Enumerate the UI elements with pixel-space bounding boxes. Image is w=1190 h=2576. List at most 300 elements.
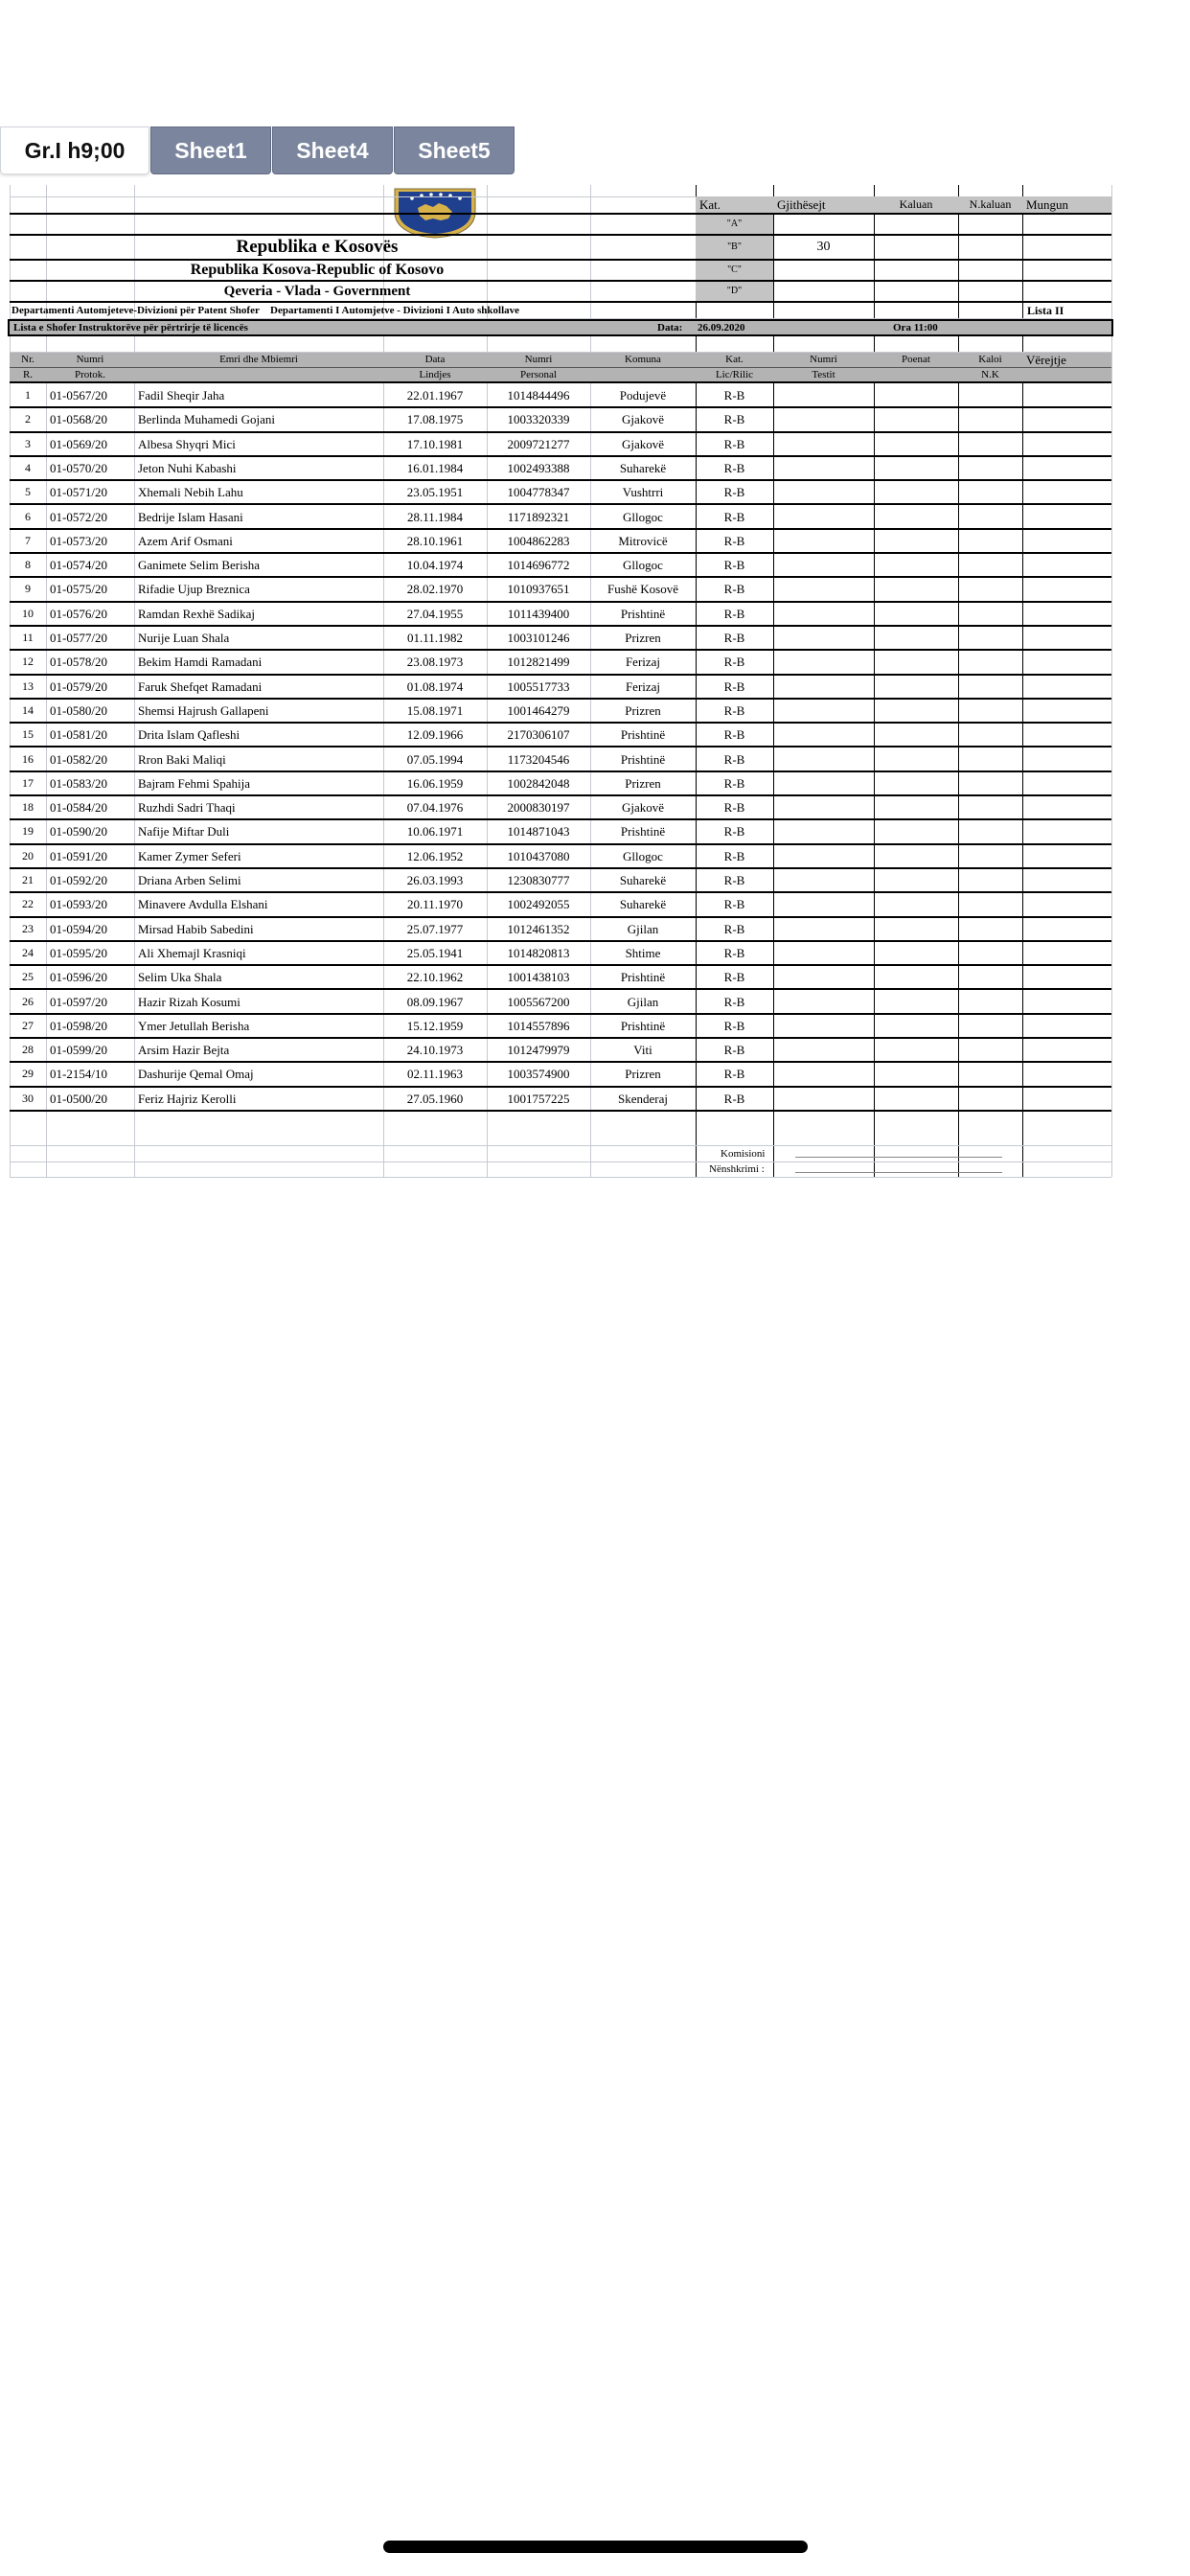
time-label: Ora 11:00 — [893, 322, 938, 334]
cell-dob[interactable]: 25.05.1941 — [406, 945, 464, 960]
cell-dob[interactable]: 17.10.1981 — [406, 436, 464, 451]
cell-dob[interactable]: 15.08.1971 — [406, 702, 464, 718]
summary-kat-d: "D" — [696, 282, 773, 301]
page-title: Republika e Kosovës — [236, 237, 399, 257]
cell-komuna[interactable]: Prizren — [625, 775, 661, 791]
cell-protok[interactable]: 01-0578/20 — [50, 655, 107, 670]
table-row — [10, 796, 1111, 820]
cell-nr[interactable]: 17 — [22, 775, 34, 790]
col-date: Data — [424, 354, 446, 365]
cell-kat[interactable]: R-B — [723, 751, 745, 767]
cell-name[interactable]: Azem Arif Osmani — [138, 533, 233, 548]
footer-row-komisioni — [10, 1146, 1111, 1162]
cell-personal[interactable]: 1001438103 — [507, 970, 570, 985]
table-row — [10, 408, 1111, 432]
cell-dob[interactable]: 28.11.1984 — [406, 509, 464, 524]
cell-kat[interactable]: R-B — [723, 727, 745, 743]
cell-nr[interactable]: 30 — [22, 1091, 34, 1105]
cell-kat[interactable]: R-B — [723, 945, 745, 960]
cell-nr[interactable]: 1 — [25, 388, 31, 402]
cell-dob[interactable]: 25.07.1977 — [406, 921, 464, 936]
departments-row — [10, 303, 1111, 319]
cell-dob[interactable]: 12.09.1966 — [406, 727, 464, 743]
cell-name[interactable]: Faruk Shefqet Ramadani — [138, 678, 263, 694]
table-row — [10, 530, 1111, 554]
cell-nr[interactable]: 21 — [22, 873, 34, 886]
cell-name[interactable]: Jeton Nuhi Kabashi — [138, 460, 237, 475]
table-row — [10, 603, 1111, 627]
cell-kat[interactable]: R-B — [723, 1091, 745, 1106]
col-protok: Numri — [76, 354, 104, 365]
cell-kat[interactable]: R-B — [723, 460, 745, 475]
cell-komuna[interactable]: Prishtinë — [620, 751, 666, 767]
table-row — [10, 433, 1111, 457]
cell-protok[interactable]: 01-0571/20 — [50, 485, 107, 500]
tab-sheet4[interactable]: Sheet4 — [272, 126, 393, 174]
table-row — [10, 627, 1111, 651]
cell-protok[interactable]: 01-0576/20 — [50, 606, 107, 621]
cell-komuna[interactable]: Prizren — [625, 702, 661, 718]
cell-komuna[interactable]: Ferizaj — [625, 655, 661, 670]
cell-kat[interactable]: R-B — [723, 702, 745, 718]
komisioni-label: Komisioni — [721, 1148, 766, 1160]
cell-nr[interactable]: 24 — [22, 945, 34, 959]
summary-total-c[interactable] — [773, 261, 874, 280]
cell-komuna[interactable]: Gjilan — [627, 921, 659, 936]
cell-nr[interactable]: 27 — [22, 1018, 34, 1032]
cell-protok[interactable]: 01-0598/20 — [50, 1018, 107, 1033]
cell-personal[interactable]: 2000830197 — [507, 800, 570, 816]
cell-protok[interactable]: 01-0569/20 — [50, 436, 107, 451]
cell-kat[interactable]: R-B — [723, 582, 745, 597]
cell-dob[interactable]: 16.06.1959 — [406, 775, 464, 791]
spreadsheet-grid[interactable] — [10, 185, 1111, 1177]
cell-protok[interactable]: 01-0593/20 — [50, 897, 107, 912]
cell-komuna[interactable]: Gjilan — [627, 994, 659, 1009]
cell-personal[interactable]: 1012479979 — [507, 1043, 570, 1058]
cell-dob[interactable]: 07.04.1976 — [406, 800, 464, 816]
cell-personal[interactable]: 2009721277 — [507, 436, 570, 451]
cell-nr[interactable]: 12 — [22, 655, 34, 669]
cell-name[interactable]: Rifadie Ujup Breznica — [138, 582, 250, 597]
cell-personal[interactable]: 1014557896 — [507, 1018, 570, 1033]
col-test: Numri — [810, 354, 837, 365]
lista-label: Lista II — [1027, 304, 1064, 317]
cell-kat[interactable]: R-B — [723, 1067, 745, 1082]
cell-kat[interactable]: R-B — [723, 509, 745, 524]
cell-dob[interactable]: 26.03.1993 — [406, 873, 464, 887]
cell-protok[interactable]: 01-0579/20 — [50, 678, 107, 694]
cell-dob[interactable]: 01.08.1974 — [406, 678, 464, 694]
cell-dob[interactable]: 01.11.1982 — [406, 631, 464, 645]
cell-protok[interactable]: 01-2154/10 — [50, 1067, 107, 1082]
cell-nr[interactable]: 9 — [25, 582, 31, 596]
cell-name[interactable]: Xhemali Nebih Lahu — [138, 485, 243, 500]
list-title: Lista e Shofer Instruktorëve për përtrirje të licencës — [13, 322, 248, 334]
cell-dob[interactable]: 08.09.1967 — [406, 994, 464, 1009]
cell-personal[interactable]: 1012461352 — [507, 921, 570, 936]
cell-nr[interactable]: 11 — [22, 631, 34, 644]
table-row — [10, 554, 1111, 578]
cell-protok[interactable]: 01-0595/20 — [50, 945, 107, 960]
cell-personal[interactable]: 1002842048 — [507, 775, 570, 791]
cell-personal[interactable]: 1002492055 — [507, 897, 570, 912]
cell-protok[interactable]: 01-0570/20 — [50, 460, 107, 475]
cell-dob[interactable]: 20.11.1970 — [406, 897, 464, 912]
nenshkrimi-label: Nënshkrimi : — [709, 1163, 765, 1175]
tab-sheet1[interactable]: Sheet1 — [150, 126, 271, 174]
cell-protok[interactable]: 01-0577/20 — [50, 631, 107, 645]
cell-personal[interactable]: 1003101246 — [507, 631, 570, 645]
cell-komuna[interactable]: Skenderaj — [618, 1091, 668, 1106]
cell-personal[interactable]: 1011439400 — [507, 606, 570, 621]
cell-nr[interactable]: 5 — [25, 485, 31, 499]
cell-name[interactable]: Hazir Rizah Kosumi — [138, 994, 240, 1009]
footer-row-nenshkrimi — [10, 1162, 1111, 1178]
table-row — [10, 748, 1111, 772]
cell-name[interactable]: Shemsi Hajrush Gallapeni — [138, 702, 269, 718]
cell-personal[interactable]: 1014844496 — [507, 388, 570, 402]
cell-komuna[interactable]: Gjakovë — [621, 436, 665, 451]
table-row — [10, 820, 1111, 844]
cell-name[interactable]: Mirsad Habib Sabedini — [138, 921, 254, 936]
table-row — [10, 966, 1111, 990]
cell-protok[interactable]: 01-0575/20 — [50, 582, 107, 597]
cell-dob[interactable]: 07.05.1994 — [406, 751, 464, 767]
summary-header-row — [10, 196, 1111, 215]
cell-name[interactable]: Kamer Zymer Seferi — [138, 848, 241, 863]
cell-dob[interactable]: 27.05.1960 — [406, 1091, 464, 1106]
cell-nr[interactable]: 3 — [25, 436, 31, 450]
table-row — [10, 384, 1111, 408]
cell-komuna[interactable]: Prizren — [625, 631, 661, 645]
cell-personal[interactable]: 1002493388 — [507, 460, 570, 475]
cell-name[interactable]: Nafije Miftar Duli — [138, 824, 230, 840]
cell-komuna[interactable]: Prishtinë — [620, 970, 666, 985]
sheet-tabs — [0, 126, 537, 174]
cell-name[interactable]: Nurije Luan Shala — [138, 631, 230, 645]
table-row — [10, 772, 1111, 796]
cell-dob[interactable]: 22.01.1967 — [406, 388, 464, 402]
summary-total-b[interactable]: 30 — [816, 240, 831, 254]
cell-nr[interactable]: 22 — [22, 897, 34, 911]
cell-komuna[interactable]: Suharekë — [619, 897, 667, 912]
col-personal: Numri — [524, 354, 553, 365]
table-row — [10, 893, 1111, 917]
cell-kat[interactable]: R-B — [723, 533, 745, 548]
summary-passed-header: Kaluan — [874, 196, 958, 213]
cell-komuna[interactable]: Gllogoc — [623, 509, 663, 524]
cell-name[interactable]: Minavere Avdulla Elshani — [138, 897, 268, 912]
cell-komuna[interactable]: Fushë Kosovë — [606, 582, 679, 597]
cell-kat[interactable]: R-B — [723, 631, 745, 645]
summary-row-c — [10, 261, 1111, 282]
summary-kat-c: "C" — [696, 261, 773, 280]
table-row — [10, 578, 1111, 602]
cell-personal[interactable]: 1014871043 — [507, 824, 570, 840]
page-subtitle: Republika Kosova-Republic of Kosovo — [190, 262, 445, 278]
col-personal-sub: Personal — [520, 369, 557, 380]
cell-kat[interactable]: R-B — [723, 606, 745, 621]
cell-name[interactable]: Drita Islam Qafleshi — [138, 727, 240, 743]
cell-personal[interactable]: 1003320339 — [507, 412, 570, 427]
cell-komuna[interactable]: Prishtinë — [620, 727, 666, 743]
col-kaloi: Kaloi — [978, 354, 1002, 365]
cell-nr[interactable]: 23 — [22, 921, 34, 935]
cell-nr[interactable]: 7 — [25, 533, 31, 547]
cell-komuna[interactable]: Gllogoc — [623, 848, 663, 863]
table-row — [10, 724, 1111, 748]
cell-name[interactable]: Berlinda Muhamedi Gojani — [138, 412, 275, 427]
cell-name[interactable]: Ganimete Selim Berisha — [138, 558, 261, 573]
cell-protok[interactable]: 01-0567/20 — [50, 388, 107, 402]
cell-nr[interactable]: 2 — [25, 412, 31, 426]
table-row — [10, 991, 1111, 1015]
cell-name[interactable]: Ali Xhemajl Krasniqi — [138, 945, 246, 960]
column-header-row-2 — [10, 368, 1111, 383]
cell-protok[interactable]: 01-0582/20 — [50, 751, 107, 767]
date-label: Data: — [657, 322, 683, 334]
cell-kat[interactable]: R-B — [723, 824, 745, 840]
tab-gr-i[interactable]: Gr.I h9;00 — [0, 126, 149, 173]
cell-komuna[interactable]: Prishtinë — [620, 824, 666, 840]
table-row — [10, 845, 1111, 869]
cell-name[interactable]: Albesa Shyqri Mici — [138, 436, 236, 451]
department-left: Departamenti Automjeteve-Divizioni për Patent Shofer — [11, 305, 260, 316]
cell-protok[interactable]: 01-0584/20 — [50, 800, 107, 816]
cell-nr[interactable]: 10 — [22, 606, 34, 620]
table-row — [10, 676, 1111, 700]
cell-protok[interactable]: 01-0580/20 — [50, 702, 107, 718]
cell-personal[interactable]: 2170306107 — [507, 727, 570, 743]
cell-name[interactable]: Bedrije Islam Hasani — [138, 509, 243, 524]
table-row — [10, 918, 1111, 942]
cell-personal[interactable]: 1173204546 — [507, 751, 570, 767]
cell-protok[interactable]: 01-0500/20 — [50, 1091, 107, 1106]
cell-name[interactable]: Ruzhdi Sadri Thaqi — [138, 800, 236, 816]
cell-komuna[interactable]: Prizren — [625, 1067, 661, 1082]
table-row — [10, 700, 1111, 724]
cell-nr[interactable]: 18 — [22, 800, 34, 815]
cell-kat[interactable]: R-B — [723, 970, 745, 985]
col-komuna: Komuna — [625, 354, 661, 365]
cell-protok[interactable]: 01-0573/20 — [50, 533, 107, 548]
cell-name[interactable]: Driana Arben Selimi — [138, 873, 241, 887]
cell-dob[interactable]: 12.06.1952 — [406, 848, 464, 863]
cell-kat[interactable]: R-B — [723, 873, 745, 887]
cell-nr[interactable]: 14 — [22, 702, 34, 717]
cell-dob[interactable]: 10.06.1971 — [406, 824, 464, 840]
col-verejtje: Vërejtje — [1026, 353, 1066, 367]
cell-kat[interactable]: R-B — [723, 436, 745, 451]
cell-kat[interactable]: R-B — [723, 1043, 745, 1058]
cell-nr[interactable]: 19 — [22, 824, 34, 839]
cell-personal[interactable]: 1010937651 — [507, 582, 570, 597]
cell-protok[interactable]: 01-0596/20 — [50, 970, 107, 985]
cell-name[interactable]: Feriz Hajriz Kerolli — [138, 1091, 237, 1106]
cell-nr[interactable]: 26 — [22, 994, 34, 1008]
cell-komuna[interactable]: Gjakovë — [621, 800, 665, 816]
footer-blank-row — [10, 1130, 1111, 1146]
table-row — [10, 457, 1111, 481]
table-row — [10, 942, 1111, 966]
cell-personal[interactable]: 1003574900 — [507, 1067, 570, 1082]
summary-kat-b: "B" — [696, 236, 773, 259]
table-row — [10, 869, 1111, 893]
department-right: Departamenti I Automjetve - Divizioni I Auto shkollave — [270, 305, 520, 316]
summary-kat-a: "A" — [696, 215, 773, 234]
cell-nr[interactable]: 20 — [22, 848, 34, 862]
cell-protok[interactable]: 01-0597/20 — [50, 994, 107, 1009]
cell-nr[interactable]: 8 — [25, 558, 31, 572]
government-line: Qeveria - Vlada - Government — [223, 284, 411, 299]
cell-personal[interactable]: 1012821499 — [507, 655, 570, 670]
cell-nr[interactable]: 4 — [25, 460, 31, 474]
table-row — [10, 1063, 1111, 1087]
cell-komuna[interactable]: Prishtinë — [620, 606, 666, 621]
cell-personal[interactable]: 1005567200 — [507, 994, 570, 1009]
cell-kat[interactable]: R-B — [723, 897, 745, 912]
col-nr: Nr. — [21, 354, 34, 365]
cell-protok[interactable]: 01-0574/20 — [50, 558, 107, 573]
cell-name[interactable]: Dashurije Qemal Omaj — [138, 1067, 254, 1082]
table-row — [10, 506, 1111, 530]
summary-row-b — [10, 236, 1111, 261]
cell-komuna[interactable]: Prishtinë — [620, 1018, 666, 1033]
cell-komuna[interactable]: Shtime — [625, 945, 661, 960]
summary-failed-header: N.kaluan — [958, 196, 1022, 213]
cell-kat[interactable]: R-B — [723, 775, 745, 791]
cell-name[interactable]: Ramdan Rexhë Sadikaj — [138, 606, 256, 621]
cell-dob[interactable]: 02.11.1963 — [406, 1067, 464, 1082]
cell-kat[interactable]: R-B — [723, 1018, 745, 1033]
col-name: Emri dhe Mbiemri — [219, 354, 298, 365]
cell-kat[interactable]: R-B — [723, 558, 745, 573]
cell-dob[interactable]: 15.12.1959 — [406, 1018, 464, 1033]
cell-personal[interactable]: 1001464279 — [507, 702, 570, 718]
table-row — [10, 1015, 1111, 1039]
col-date-sub: Lindjes — [419, 369, 451, 380]
cell-personal[interactable]: 1001757225 — [507, 1091, 570, 1106]
cell-personal[interactable]: 1171892321 — [507, 509, 570, 524]
cell-name[interactable]: Ymer Jetullah Berisha — [138, 1018, 250, 1033]
cell-dob[interactable]: 16.01.1984 — [406, 460, 464, 475]
cell-komuna[interactable]: Gllogoc — [623, 558, 663, 573]
cell-komuna[interactable]: Suharekë — [619, 460, 667, 475]
cell-personal[interactable]: 1014696772 — [507, 558, 570, 573]
col-kat-sub: Lic/Rilic — [715, 369, 754, 380]
cell-komuna[interactable]: Ferizaj — [625, 678, 661, 694]
cell-nr[interactable]: 28 — [22, 1043, 34, 1057]
cell-name[interactable]: Bekim Hamdi Ramadani — [138, 655, 263, 670]
cell-kat[interactable]: R-B — [723, 921, 745, 936]
cell-personal[interactable]: 1005517733 — [507, 678, 570, 694]
cell-nr[interactable]: 16 — [22, 751, 34, 766]
summary-row-a — [10, 215, 1111, 236]
cell-personal[interactable]: 1004778347 — [507, 485, 570, 500]
cell-kat[interactable]: R-B — [723, 678, 745, 694]
col-nr-sub: R. — [22, 369, 34, 380]
cell-kat[interactable]: R-B — [723, 388, 745, 402]
table-row — [10, 481, 1111, 505]
cell-name[interactable]: Arsim Hazir Bejta — [138, 1043, 230, 1058]
date-value: 26.09.2020 — [698, 322, 745, 334]
cell-komuna[interactable]: Suharekë — [619, 873, 667, 887]
cell-dob[interactable]: 17.08.1975 — [406, 412, 464, 427]
col-protok-sub: Protok. — [74, 369, 106, 380]
cell-protok[interactable]: 01-0583/20 — [50, 775, 107, 791]
cell-komuna[interactable]: Mitrovicë — [618, 533, 668, 548]
cell-nr[interactable]: 13 — [22, 678, 34, 693]
cell-kat[interactable]: R-B — [723, 655, 745, 670]
cell-name[interactable]: Rron Baki Maliqi — [138, 751, 226, 767]
col-kat: Kat. — [725, 354, 744, 365]
cell-dob[interactable]: 22.10.1962 — [406, 970, 464, 985]
tab-sheet5[interactable]: Sheet5 — [394, 126, 515, 174]
summary-row-d — [10, 282, 1111, 303]
cell-komuna[interactable]: Viti — [633, 1043, 652, 1058]
summary-total-a[interactable] — [773, 215, 874, 234]
cell-personal[interactable]: 1014820813 — [507, 945, 570, 960]
cell-protok[interactable]: 01-0591/20 — [50, 848, 107, 863]
cell-protok[interactable]: 01-0599/20 — [50, 1043, 107, 1058]
cell-protok[interactable]: 01-0590/20 — [50, 824, 107, 840]
cell-kat[interactable]: R-B — [723, 800, 745, 816]
cell-komuna[interactable]: Gjakovë — [621, 412, 665, 427]
summary-kat-header: Kat. — [696, 196, 773, 213]
summary-total-d[interactable] — [773, 282, 874, 301]
cell-komuna[interactable]: Podujevë — [619, 388, 667, 402]
cell-dob[interactable]: 28.02.1970 — [406, 582, 464, 597]
cell-komuna[interactable]: Vushtrri — [622, 485, 664, 500]
cell-personal[interactable]: 1010437080 — [507, 848, 570, 863]
cell-dob[interactable]: 10.04.1974 — [406, 558, 464, 573]
cell-dob[interactable]: 28.10.1961 — [406, 533, 464, 548]
table-row — [10, 1088, 1111, 1112]
cell-name[interactable]: Fadil Sheqir Jaha — [138, 388, 225, 402]
cell-dob[interactable]: 23.08.1973 — [406, 655, 464, 670]
cell-kat[interactable]: R-B — [723, 412, 745, 427]
table-row — [10, 651, 1111, 675]
cell-protok[interactable]: 01-0592/20 — [50, 873, 107, 887]
col-poenat: Poenat — [902, 354, 930, 365]
cell-nr[interactable]: 29 — [22, 1067, 34, 1081]
cell-dob[interactable]: 23.05.1951 — [406, 485, 464, 500]
cell-kat[interactable]: R-B — [723, 994, 745, 1009]
signature-line — [795, 1157, 1002, 1158]
cell-protok[interactable]: 01-0581/20 — [50, 727, 107, 743]
cell-name[interactable]: Bajram Fehmi Spahija — [138, 775, 250, 791]
table-row — [10, 1039, 1111, 1063]
cell-protok[interactable]: 01-0568/20 — [50, 412, 107, 427]
cell-dob[interactable]: 24.10.1973 — [406, 1043, 464, 1058]
cell-nr[interactable]: 6 — [25, 509, 31, 523]
home-indicator[interactable] — [383, 2541, 808, 2553]
cell-nr[interactable]: 25 — [22, 970, 34, 984]
cell-dob[interactable]: 27.04.1955 — [406, 606, 464, 621]
col-kaloi-sub: N.K — [981, 369, 999, 380]
cell-protok[interactable]: 01-0572/20 — [50, 509, 107, 524]
cell-personal[interactable]: 1230830777 — [507, 873, 570, 887]
col-test-sub: Testit — [812, 369, 835, 380]
cell-kat[interactable]: R-B — [723, 485, 745, 500]
cell-personal[interactable]: 1004862283 — [507, 533, 570, 548]
cell-nr[interactable]: 15 — [22, 727, 34, 742]
cell-protok[interactable]: 01-0594/20 — [50, 921, 107, 936]
column-header-row-1 — [10, 353, 1111, 368]
cell-name[interactable]: Selim Uka Shala — [138, 970, 222, 985]
cell-kat[interactable]: R-B — [723, 848, 745, 863]
